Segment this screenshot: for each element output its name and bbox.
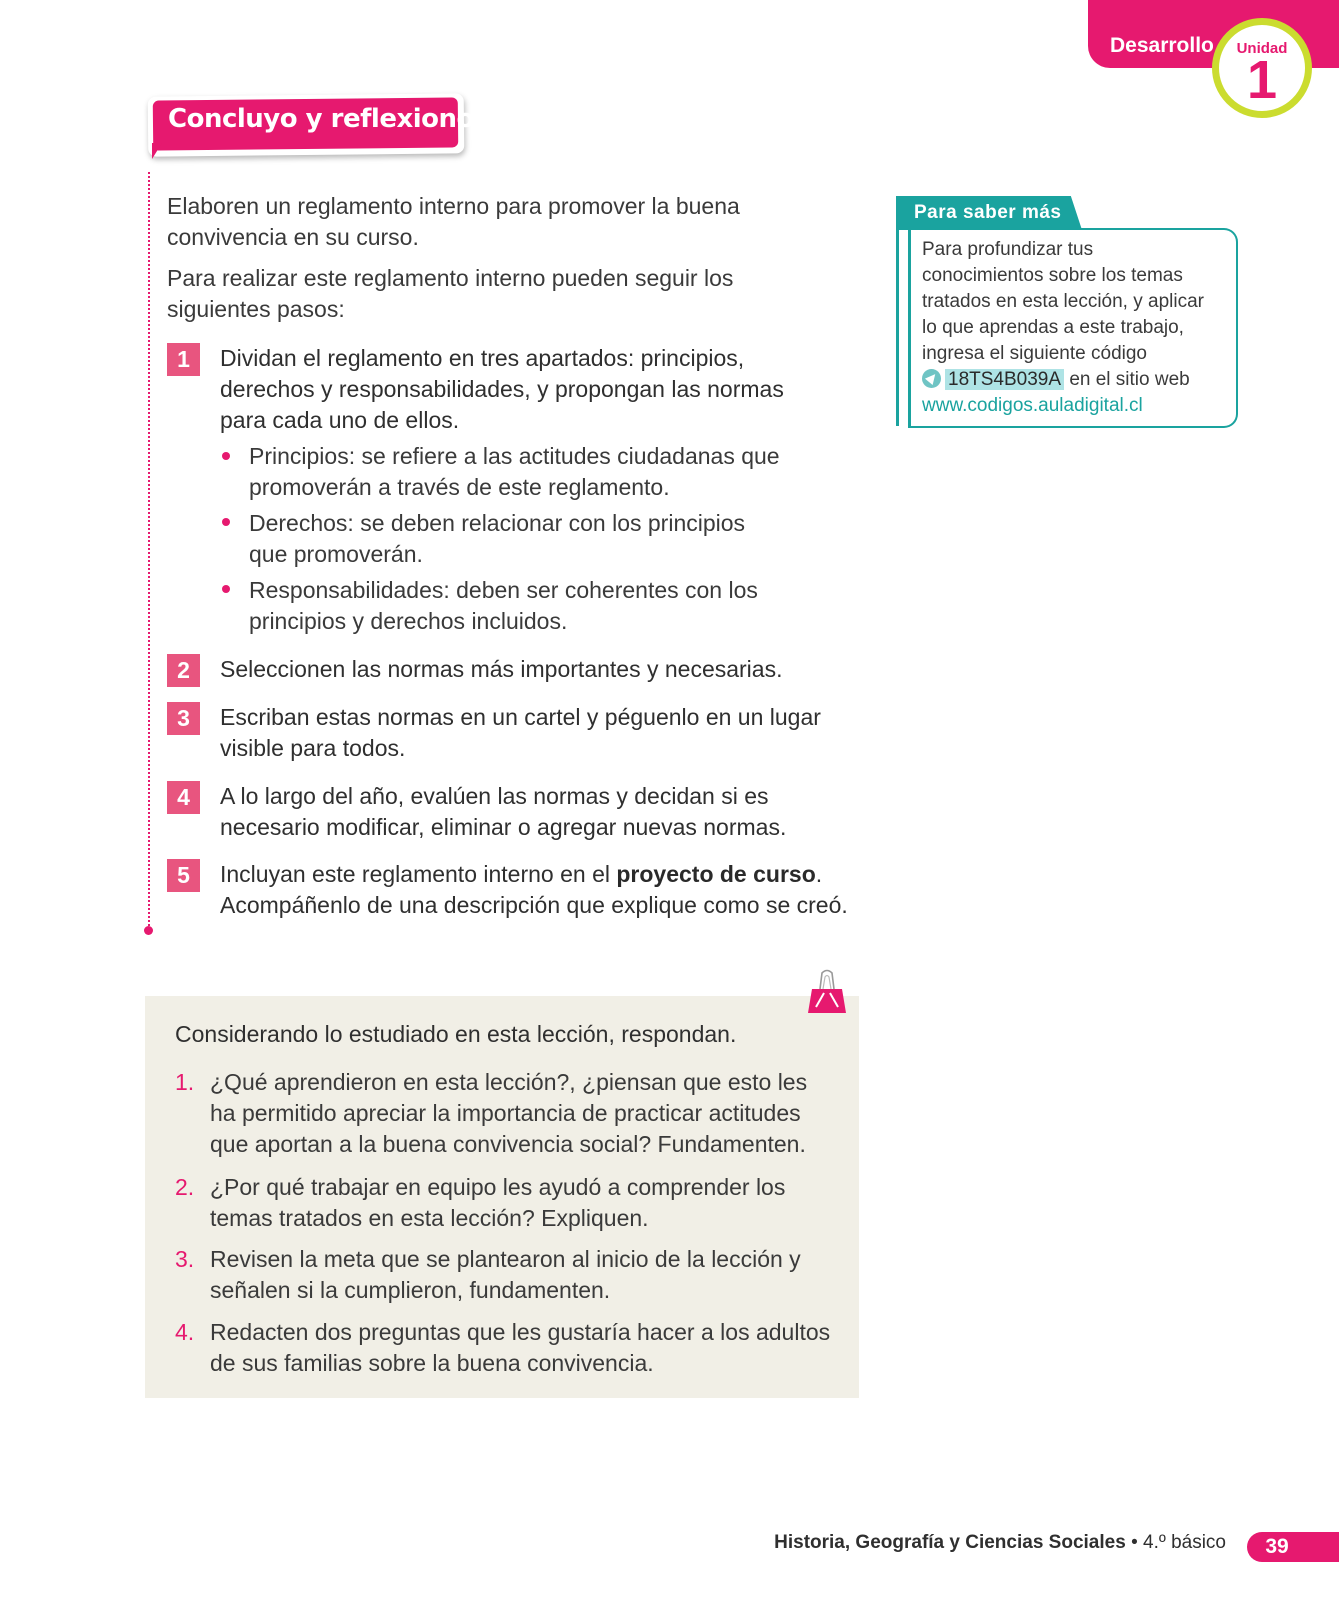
page-number: 39 [1265,1535,1289,1558]
unit-label: Unidad [1236,40,1288,57]
step-text-part: Incluyan este reglamento interno en el [220,861,617,887]
para-saber-mas-title: Para saber más [914,202,1062,223]
step-text: A lo largo del año, evalúen las normas y decidan si es necesario modificar, eliminar o agregar nuevas normas. [220,783,787,840]
guide-end-dot [144,926,153,935]
question-text: ¿Por qué trabajar en equipo les ayudó a comprender los temas tratados en esta lección? Expliquen. [210,1174,786,1231]
step-text [220,859,860,921]
code-suffix: en el sitio web [1069,369,1190,390]
dotted-guide [148,172,150,930]
question-number: 3. [175,1246,195,1272]
reflection-intro: Considerando lo estudiado en esta lección, respondan. [175,1021,737,1047]
step-number: 3 [167,702,200,735]
rocket-icon [922,369,941,388]
binder-clip-icon [806,967,848,1015]
para-saber-mas-text: Para profundizar tus conocimientos sobre los temas tratados en esta lección, y aplicar lo que aprendas a este trabajo, ingresa el siguiente código [922,239,1204,364]
step-text: Seleccionen las normas más importantes y necesarias. [220,656,783,682]
bullet-dot [222,585,230,593]
website-link[interactable]: www.codigos.auladigital.cl [922,395,1143,416]
step-number: 4 [167,781,200,814]
banner-tail [152,143,162,159]
step-text: Escriban estas normas en un cartel y péguenlo en un lugar visible para todos. [220,704,821,761]
section-label: Desarrollo [1110,34,1214,57]
bullet-text: Derechos: se deben relacionar con los principios que promoverán. [249,510,746,567]
bullet-dot [222,452,230,460]
footer-subject: Historia, Geografía y Ciencias Sociales [774,1532,1126,1553]
step-text: Dividan el reglamento en tres apartados: principios, derechos y responsabilidades, y propongan las normas para cada uno de ellos. [220,345,784,433]
intro-paragraph-1: Elaboren un reglamento interno para promover la buena convivencia en su curso. [167,193,740,250]
para-saber-mas-code-line [922,367,1222,393]
access-code: 18TS4B039A [945,369,1064,390]
step-text-part: . Acompáñenlo de una descripción que explique como se creó. [220,861,848,918]
question-number: 1. [175,1069,195,1095]
intro-paragraph-2: Para realizar este reglamento interno pueden seguir los siguientes pasos: [167,265,734,322]
step-text-bold: proyecto de curso [616,861,816,887]
question-number: 2. [175,1174,195,1200]
question-text: ¿Qué aprendieron en esta lección?, ¿piensan que esto les ha permitido apreciar la importancia de practicar actitudes que aportan a la buena convivencia social? Fundamenten. [210,1069,808,1157]
question-text: Redacten dos preguntas que les gustaría hacer a los adultos de sus familias sobre la buena convivencia. [210,1319,831,1376]
unit-badge [1212,18,1312,118]
question-number: 4. [175,1319,195,1345]
footer-caption [774,1532,1226,1554]
unit-number: 1 [1246,50,1278,110]
bullet-dot [222,518,230,526]
bullet-text: Principios: se refiere a las actitudes ciudadanas que promoverán a través de este reglamento. [249,443,780,500]
step-number: 1 [167,343,200,376]
bullet-text: Responsabilidades: deben ser coherentes con los principios y derechos incluidos. [249,577,758,634]
question-text: Revisen la meta que se plantearon al inicio de la lección y señalen si la cumplieron, fundamenten. [210,1246,801,1303]
step-number: 2 [167,654,200,687]
footer-separator: • [1131,1532,1138,1553]
section-title: Concluyo y reflexiono [168,104,474,134]
step-number: 5 [167,859,200,892]
footer-grade: 4.º básico [1143,1532,1226,1553]
para-saber-mas-edge [896,196,899,426]
